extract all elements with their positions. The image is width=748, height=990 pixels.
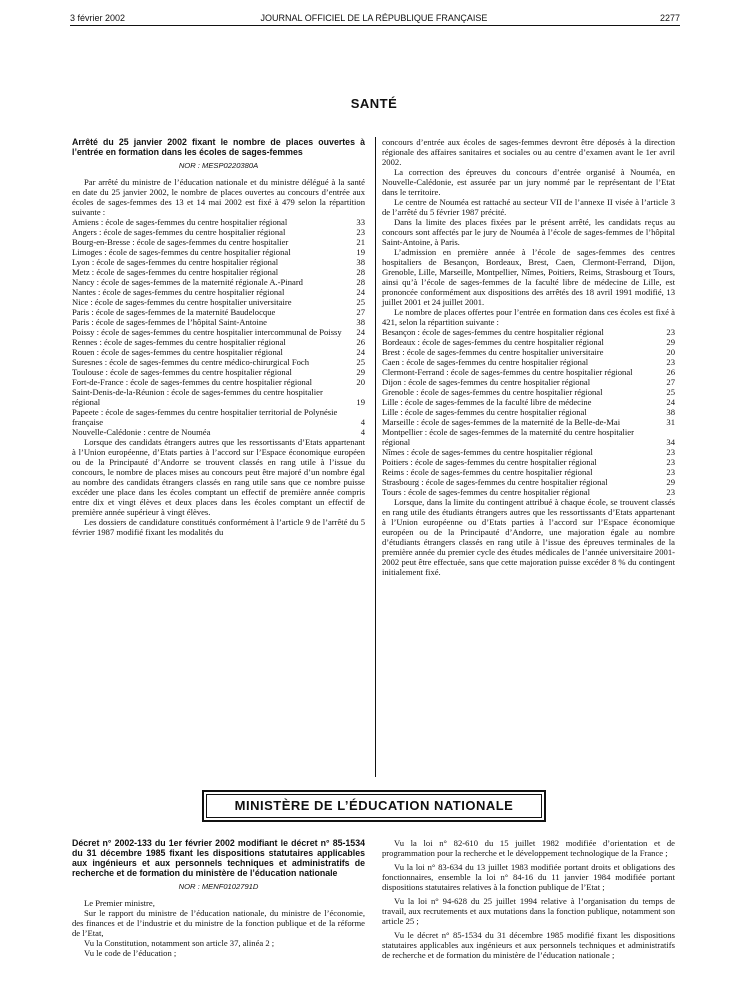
entry-text: Montpellier : école de sages-femmes de la maternité du centre hospitalier régional xyxy=(382,427,634,447)
entry-row xyxy=(382,337,675,347)
entry-row xyxy=(382,377,675,387)
entry-count: 25 xyxy=(666,387,675,397)
entry-row xyxy=(72,327,365,337)
entry-count: 23 xyxy=(666,357,675,367)
decree-vu3: Vu la loi n° 94-628 du 25 juillet 1994 relative à l’organisation du temps de travail, aux recrutements et aux mutations dans la fonction publique, notamment son article 25 ; xyxy=(382,896,675,926)
entry-count: 29 xyxy=(666,477,675,487)
decree-vu2: Vu la loi n° 83-634 du 13 juillet 1983 modifiée portant droits et obligations des fonctionnaires, ensemble la loi n° 84-16 du 11 janvier 1984 modifiée portant dispositions statutaires relatives à la fonction publique de l’Etat ; xyxy=(382,862,675,892)
entry-row xyxy=(72,317,365,327)
entry-text: Nîmes : école de sages-femmes du centre hospitalier régional xyxy=(382,447,593,457)
section-title: SANTÉ xyxy=(350,96,398,111)
entry-text: Suresnes : école de sages-femmes du centre médico-chirurgical Foch xyxy=(72,357,310,367)
arrete-para1: Lorsque des candidats étrangers autres que les ressortissants d’Etats appartenant à l’Union européenne, d’Etats parties à l’accord sur l’Espace économique européen ou de la Principauté d’Andorre se trouvent classés en rang utile à l’issue du concours, le nombre de places mises au concours peut être majoré d’un nombre égal au nombre des candidats étrangers classés en rang utile sans que ce nombre puisse excéder une place dans les écoles comptant un effectif de première année compris entre dix et vingt élèves et deux places dans les écoles comptant un effectif de première année supérieur à vingt élèves. xyxy=(72,437,365,517)
entry-row xyxy=(72,267,365,277)
header-rule xyxy=(70,25,680,26)
entry-row xyxy=(72,217,365,227)
entry-text: Clermont-Ferrand : école de sages-femmes du centre hospitalier régional xyxy=(382,367,633,377)
entry-text: Strasbourg : école de sages-femmes du centre hospitalier régional xyxy=(382,477,608,487)
left-column xyxy=(72,137,365,537)
entry-row xyxy=(382,387,675,397)
ministry-banner: MINISTÈRE DE L’ÉDUCATION NATIONALE xyxy=(202,790,546,822)
decree-line2: Sur le rapport du ministre de l’éducation nationale, du ministre de l’économie, des finances et de l’industrie et du ministre de la fonction publique et de la réforme de l’Etat, xyxy=(72,908,365,938)
entry-row xyxy=(72,247,365,257)
entry-count: 20 xyxy=(666,347,675,357)
entry-text: Dijon : école de sages-femmes du centre hospitalier régional xyxy=(382,377,591,387)
entry-count: 23 xyxy=(666,457,675,467)
entry-text: Nouvelle-Calédonie : centre de Nouméa xyxy=(72,427,211,437)
entry-text: Tours : école de sages-femmes du centre hospitalier régional xyxy=(382,487,590,497)
entry-count: 25 xyxy=(356,297,365,307)
entry-count: 26 xyxy=(356,337,365,347)
entry-count: 23 xyxy=(666,487,675,497)
entry-row xyxy=(72,337,365,347)
entry-row xyxy=(382,427,675,447)
entry-count: 31 xyxy=(666,417,675,427)
entry-count: 33 xyxy=(356,217,365,227)
entry-count: 28 xyxy=(356,267,365,277)
decree-line4: Vu le code de l’éducation ; xyxy=(84,948,177,958)
entry-count: 27 xyxy=(666,377,675,387)
left-entry-list xyxy=(72,217,365,437)
entry-text: Poitiers : école de sages-femmes du centre hospitalier régional xyxy=(382,457,597,467)
entry-text: Rennes : école de sages-femmes du centre hospitalier régional xyxy=(72,337,286,347)
entry-count: 29 xyxy=(666,337,675,347)
entry-text: Bourg-en-Bresse : école de sages-femmes du centre hospitalier xyxy=(72,237,289,247)
decree-line3: Vu la Constitution, notamment son article 37, alinéa 2 ; xyxy=(84,938,275,948)
entry-count: 23 xyxy=(356,227,365,237)
entry-row xyxy=(72,297,365,307)
entry-count: 23 xyxy=(666,447,675,457)
entry-count: 24 xyxy=(356,327,365,337)
right-para6: Le nombre de places offertes pour l’entrée en formation dans ces écoles est fixé à 421, selon la répartition suivante : xyxy=(382,307,675,327)
entry-count: 38 xyxy=(356,317,365,327)
entry-text: Saint-Denis-de-la-Réunion : école de sages-femmes du centre hospitalier régional xyxy=(72,387,323,407)
entry-count: 25 xyxy=(356,357,365,367)
entry-count: 23 xyxy=(666,327,675,337)
right-para3: Le centre de Nouméa est rattaché au secteur VII de l’annexe II visée à l’article 3 de l’arrêté du 5 février 1987 précité. xyxy=(382,197,675,217)
column-separator xyxy=(375,137,376,777)
entry-count: 21 xyxy=(356,237,365,247)
entry-row xyxy=(72,387,365,407)
entry-text: Metz : école de sages-femmes du centre hospitalier régional xyxy=(72,267,279,277)
entry-text: Nice : école de sages-femmes du centre hospitalier universitaire xyxy=(72,297,292,307)
decree-nor: NOR : MENF0102791D xyxy=(178,882,259,891)
entry-text: Grenoble : école de sages-femmes du centre hospitalier régional xyxy=(382,387,603,397)
entry-count: 20 xyxy=(356,377,365,387)
entry-row xyxy=(382,327,675,337)
entry-text: Nantes : école de sages-femmes du centre hospitalier régional xyxy=(72,287,285,297)
entry-row xyxy=(382,447,675,457)
entry-count: 38 xyxy=(666,407,675,417)
entry-row xyxy=(382,487,675,497)
entry-text: Angers : école de sages-femmes du centre hospitalier régional xyxy=(72,227,286,237)
entry-row xyxy=(382,477,675,487)
entry-text: Lille : école de sages-femmes du centre hospitalier régional xyxy=(382,407,587,417)
entry-text: Brest : école de sages-femmes du centre hospitalier universitaire xyxy=(382,347,604,357)
right-para2: La correction des épreuves du concours d’entrée organisé à Nouméa, en Nouvelle-Calédonie, est assurée par un jury nommé par le représentant de l’Etat dans le territoire. xyxy=(382,167,675,197)
entry-row xyxy=(382,357,675,367)
decree-vu4: Vu le décret n° 85-1534 du 31 décembre 1985 modifié fixant les dispositions statutaires applicables aux ingénieurs et aux personnels techniques et administratifs de recherche et de formation du ministère de l’éducation nationale ; xyxy=(382,930,675,960)
entry-count: 28 xyxy=(356,277,365,287)
entry-count: 29 xyxy=(356,367,365,377)
entry-text: Toulouse : école de sages-femmes du centre hospitalier régional xyxy=(72,367,292,377)
entry-row xyxy=(382,407,675,417)
entry-row xyxy=(382,347,675,357)
entry-text: Caen : école de sages-femmes du centre hospitalier régional xyxy=(382,357,589,367)
entry-row xyxy=(382,457,675,467)
decree-title: Décret n° 2002-133 du 1er février 2002 modifiant le décret n° 85-1534 du 31 décembre 1985 fixant les dispositions statutaires applicables aux ingénieurs et aux personnels techniques et administratifs de recherche et de formation du ministère de l’éducation nationale xyxy=(72,838,365,878)
entry-row xyxy=(72,377,365,387)
entry-row xyxy=(72,237,365,247)
right-para5: L’admission en première année à l’école de sages-femmes des centres hospitaliers de Besançon, Bordeaux, Brest, Caen, Clermont-Ferrand, Dijon, Grenoble, Lille, Marseille, Montpellier, Nîmes, Poitiers, Reims, Strasbourg et Tours, ainsi qu’à l’école de sages-femmes de la faculté libre de médecine de Lille, est prononcée conformément aux dispositions des arrêtés des 18 avril 1991 modifié, 13 juillet 2001 et 24 juillet 2001. xyxy=(382,247,675,307)
entry-text: Lille : école de sages-femmes de la faculté libre de médecine xyxy=(382,397,592,407)
header-journal: JOURNAL OFFICIEL DE LA RÉPUBLIQUE FRANÇAISE xyxy=(260,13,488,23)
header-page: 2277 xyxy=(659,13,680,23)
entry-row xyxy=(72,357,365,367)
arrete-intro: Par arrêté du ministre de l’éducation nationale et du ministre délégué à la santé en date du 25 janvier 2002, le nombre de places ouvertes au concours d’entrée aux écoles de sages-femmes des 13 et 14 mai 2002 est fixé à 479 selon la répartition suivante : xyxy=(72,177,365,217)
entry-row xyxy=(72,367,365,377)
entry-row xyxy=(382,417,675,427)
entry-text: Rouen : école de sages-femmes du centre hospitalier régional xyxy=(72,347,283,357)
entry-count: 34 xyxy=(666,437,675,447)
entry-row xyxy=(72,287,365,297)
entry-text: Besançon : école de sages-femmes du centre hospitalier régional xyxy=(382,327,604,337)
entry-text: Amiens : école de sages-femmes du centre hospitalier régional xyxy=(72,217,288,227)
entry-count: 27 xyxy=(356,307,365,317)
entry-count: 24 xyxy=(356,347,365,357)
decree-right-column xyxy=(382,838,675,960)
entry-row xyxy=(72,257,365,267)
entry-row xyxy=(72,277,365,287)
entry-count: 26 xyxy=(666,367,675,377)
right-para4: Dans la limite des places fixées par le présent arrêté, les candidats reçus au concours sont affectés par le jury de Nouméa à l’école de sages-femmes de l’hôpital Saint-Antoine, à Paris. xyxy=(382,217,675,247)
entry-row xyxy=(382,367,675,377)
right-para1: concours d’entrée aux écoles de sages-femmes devront être déposés à la direction régionale des affaires sanitaires et sociales ou au centre d’examen avant le 1er avril 2002. xyxy=(382,137,675,167)
arrete-para2: Les dossiers de candidature constitués conformément à l’article 9 de l’arrêté du 5 février 1987 modifié fixant les modalités du xyxy=(72,517,365,537)
entry-text: Lyon : école de sages-femmes du centre hospitalier régional xyxy=(72,257,279,267)
entry-count: 24 xyxy=(666,397,675,407)
entry-row xyxy=(72,347,365,357)
arrete-nor: NOR : MESP0220380A xyxy=(178,161,259,170)
decree-vu1: Vu la loi n° 82-610 du 15 juillet 1982 modifiée d’orientation et de programmation pour la recherche et le développement technologique de la France ; xyxy=(382,838,675,858)
entry-text: Bordeaux : école de sages-femmes du centre hospitalier régional xyxy=(382,337,604,347)
entry-text: Paris : école de sages-femmes de la maternité Baudelocque xyxy=(72,307,276,317)
right-para7: Lorsque, dans la limite du contingent attribué à chaque école, se trouvent classés en rang utile des étudiants étrangers autres que les ressortissants d’Etats appartenant à l’Union européenne ou d’Etats parties à l’accord sur l’Espace économique européen ou de la Principauté d’Andorre, une majoration égale au nombre d’étudiants étrangers classés en rang utile à l’issue des épreuves terminales de la première année du premier cycle des études médicales de l’année universitaire 2001-2002 peut être effectuée, sans que cette majoration puisse excéder 8 % du contingent initialement fixé. xyxy=(382,497,675,577)
entry-text: Papeete : école de sages-femmes du centre hospitalier territorial de Polynésie française xyxy=(72,407,338,427)
entry-text: Fort-de-France : école de sages-femmes du centre hospitalier régional xyxy=(72,377,313,387)
header-date: 3 février 2002 xyxy=(70,13,126,23)
decree-line1: Le Premier ministre, xyxy=(84,898,155,908)
entry-row xyxy=(72,407,365,427)
entry-text: Reims : école de sages-femmes du centre hospitalier régional xyxy=(382,467,593,477)
entry-text: Limoges : école de sages-femmes du centre hospitalier régional xyxy=(72,247,291,257)
entry-count: 19 xyxy=(356,247,365,257)
decree-left-column xyxy=(72,838,365,958)
right-column xyxy=(382,137,675,577)
entry-count: 19 xyxy=(356,397,365,407)
arrete-title: Arrêté du 25 janvier 2002 fixant le nombre de places ouvertes à l’entrée en formation dans les écoles de sages-femmes xyxy=(72,137,365,157)
right-entry-list xyxy=(382,327,675,497)
entry-count: 4 xyxy=(360,417,365,427)
entry-text: Paris : école de sages-femmes de l’hôpital Saint-Antoine xyxy=(72,317,267,327)
entry-count: 4 xyxy=(360,427,365,437)
entry-count: 38 xyxy=(356,257,365,267)
entry-row xyxy=(382,397,675,407)
entry-text: Marseille : école de sages-femmes de la maternité de la Belle-de-Mai xyxy=(382,417,621,427)
entry-text: Nancy : école de sages-femmes de la maternité régionale A.-Pinard xyxy=(72,277,303,287)
entry-row xyxy=(72,427,365,437)
entry-row xyxy=(72,227,365,237)
entry-row xyxy=(72,307,365,317)
entry-count: 23 xyxy=(666,467,675,477)
entry-row xyxy=(382,467,675,477)
entry-count: 24 xyxy=(356,287,365,297)
entry-text: Poissy : école de sages-femmes du centre hospitalier intercommunal de Poissy xyxy=(72,327,342,337)
